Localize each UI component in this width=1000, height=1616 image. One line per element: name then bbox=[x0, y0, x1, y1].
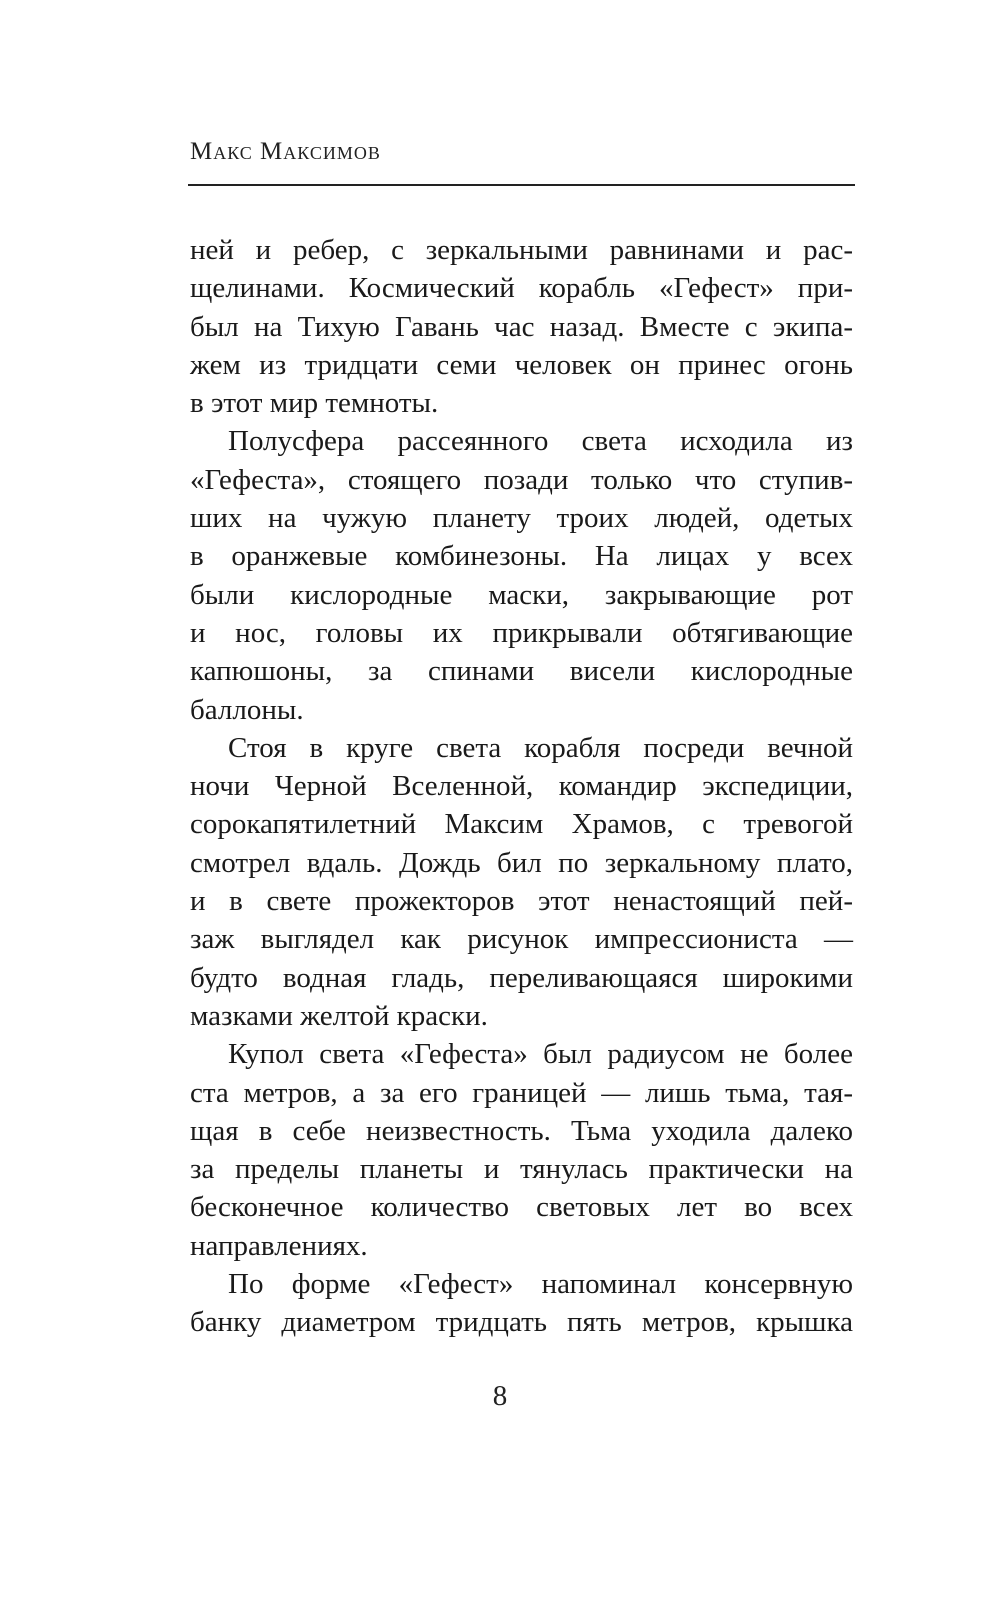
text-line: за пределы планеты и тянулась практически на bbox=[190, 1153, 853, 1186]
text-line: и в свете прожекторов этот ненастоящий пей- bbox=[190, 885, 853, 918]
text-line: и нос, головы их прикрывали обтягивающие bbox=[190, 616, 853, 649]
text-line: заж выглядел как рисунок импрессиониста — bbox=[190, 923, 853, 956]
text-line: ших на чужую планету троих людей, одетых bbox=[190, 502, 853, 535]
text-line: ста метров, а за его границей — лишь тьма, тая- bbox=[190, 1076, 853, 1109]
text-line: в этот мир темноты. bbox=[190, 387, 439, 420]
text-line: были кислородные маски, закрывающие рот bbox=[190, 578, 853, 611]
text-line: Полусфера рассеянного света исходила из bbox=[228, 425, 853, 458]
text-line: ней и ребер, с зеркальными равнинами и рас- bbox=[190, 234, 853, 266]
text-line: По форме «Гефест» напоминал консервную bbox=[228, 1268, 853, 1301]
text-line: мазками желтой краски. bbox=[190, 999, 488, 1032]
text-line: ночи Черной Вселенной, командир экспедиции, bbox=[190, 770, 853, 803]
text-line: «Гефеста», стоящего позади только что ступив- bbox=[190, 463, 853, 496]
text-line: капюшоны, за спинами висели кислородные bbox=[190, 655, 853, 688]
text-line: был на Тихую Гавань час назад. Вместе с экипа- bbox=[190, 310, 853, 343]
text-line: в оранжевые комбинезоны. На лицах у всех bbox=[190, 540, 853, 573]
text-line: направлениях. bbox=[190, 1229, 368, 1262]
text-line: бесконечное количество световых лет во всех bbox=[190, 1191, 853, 1224]
text-line: жем из тридцати семи человек он принес огонь bbox=[190, 348, 853, 381]
text-line: щая в себе неизвестность. Тьма уходила далеко bbox=[190, 1114, 853, 1147]
text-line: будто водная гладь, переливающаяся широкими bbox=[190, 961, 853, 994]
page-number: 8 bbox=[492, 1380, 508, 1412]
text-line: сорокапятилетний Максим Храмов, с тревогой bbox=[190, 808, 853, 841]
running-header-author: Макс Максимов bbox=[190, 138, 381, 165]
header-rule bbox=[188, 184, 855, 186]
text-line: смотрел вдаль. Дождь бил по зеркальному плато, bbox=[190, 846, 853, 879]
text-line: Купол света «Гефеста» был радиусом не более bbox=[228, 1038, 853, 1071]
text-line: щелинами. Космический корабль «Гефест» при- bbox=[190, 272, 853, 305]
text-line: баллоны. bbox=[190, 693, 304, 726]
text-line: банку диаметром тридцать пять метров, крышка bbox=[190, 1306, 853, 1339]
text-line: Стоя в круге света корабля посреди вечной bbox=[228, 731, 853, 764]
body-text bbox=[190, 231, 853, 1342]
